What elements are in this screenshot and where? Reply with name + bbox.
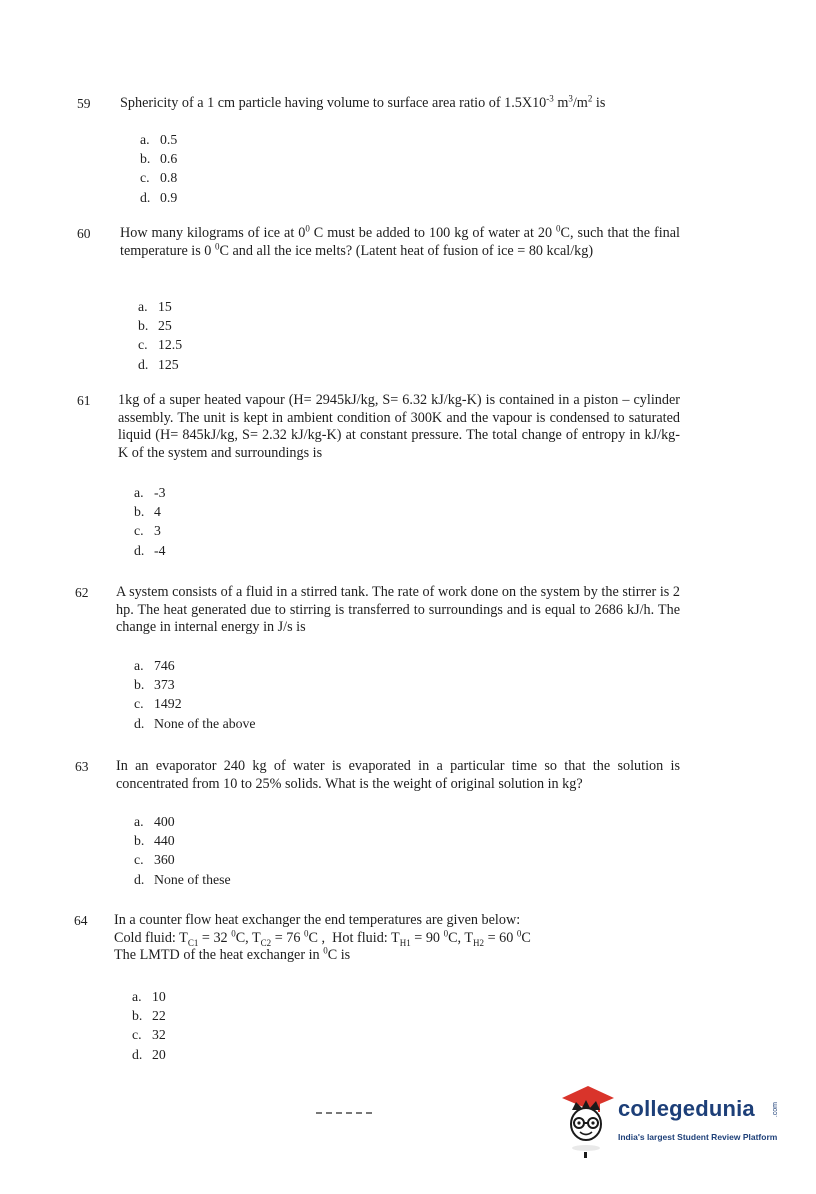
option-d: d. 0.9 xyxy=(140,189,178,205)
option-b: b. 25 xyxy=(138,318,172,334)
question-number: 64 xyxy=(74,913,88,928)
option-c: c. 32 xyxy=(132,1027,166,1043)
option-a: a. 746 xyxy=(134,658,175,673)
option-list xyxy=(134,812,231,889)
question-number: 59 xyxy=(77,96,91,111)
option-d: d. None of the above xyxy=(134,715,256,731)
option-b: b. 440 xyxy=(134,833,175,849)
option-d: d. 125 xyxy=(138,356,179,372)
question-number: 63 xyxy=(75,759,89,774)
mascot-icon xyxy=(558,1082,616,1160)
option-a: a. 400 xyxy=(134,814,175,829)
option-a: a. 15 xyxy=(138,299,172,314)
question-number: 61 xyxy=(77,393,91,408)
brand-name: collegedunia xyxy=(618,1096,755,1121)
option-c: c. 1492 xyxy=(134,696,182,712)
option-list xyxy=(138,297,182,374)
option-b: b. 0.6 xyxy=(140,151,178,167)
option-c: c. 12.5 xyxy=(138,337,183,353)
footer-divider xyxy=(316,1112,372,1116)
option-list xyxy=(132,987,166,1064)
option-d: d. 20 xyxy=(132,1046,166,1062)
question-text: In a counter flow heat exchanger the end temperatures are given below: Cold fluid: $T_{C1} = 32$ $^0$C, $T_{C2} = 76$ $^0$C , Hot fluid: $T_{H1} = 90$ $^0$C, $T_{H2} = 60$ $^0$C The LMTD of the heat exchanger in $^0$C is xyxy=(114,912,531,964)
option-list xyxy=(140,130,177,207)
brand-suffix: .com xyxy=(772,1102,779,1118)
option-c: c. 3 xyxy=(134,523,161,539)
option-list xyxy=(134,656,256,733)
question-text: A system consists of a fluid in a stirred tank. The rate of work done on the system by the stirrer is 2 hp. The heat generated due to stirring is transferred to surroundings and is equal to 2686 kJ/h. The change in internal energy in J/s is xyxy=(116,584,680,636)
option-a: a. 0.5 xyxy=(140,132,178,147)
option-list xyxy=(134,483,166,560)
option-b: b. 373 xyxy=(134,677,175,693)
question-text: How many kilograms of ice at $0^0$ C must be added to 100 kg of water at 20 $^0$C, such that the final temperature is 0 $^0$C and all the ice melts? (Latent heat of fusion of ice = 80 kcal/kg) xyxy=(120,223,681,259)
option-d: d. None of these xyxy=(134,871,231,887)
question-text: 1kg of a super heated vapour (H= 2945kJ/kg, S= 6.32 kJ/kg-K) is contained in a piston – cylinder assembly. The unit is kept in ambient condition of 300K and the vapour is condensed to saturated liquid (H= 845kJ/kg, S= 2.32 kJ/kg-K) at constant pressure. The total change of entropy in kJ/kg-K of the system and surroundings is xyxy=(118,392,680,461)
question-number: 62 xyxy=(75,585,89,600)
option-c: c. 360 xyxy=(134,852,175,868)
option-a: a. -3 xyxy=(134,485,166,500)
question-text: In an evaporator 240 kg of water is evaporated in a particular time so that the solution is concentrated from 10 to 25% solids. What is the weight of original solution in kg? xyxy=(116,758,680,792)
question-text: Sphericity of a 1 cm particle having volume to surface area ratio of $1.5X10^{-3}$ $m^3/m^2$ is xyxy=(120,93,606,111)
option-b: b. 22 xyxy=(132,1008,166,1024)
brand-tagline: India's largest Student Review Platform xyxy=(618,1132,778,1142)
option-b: b. 4 xyxy=(134,504,161,520)
option-c: c. 0.8 xyxy=(140,170,178,186)
question-number: 60 xyxy=(77,226,91,241)
collegedunia-logo xyxy=(558,1082,788,1162)
option-d: d. -4 xyxy=(134,542,166,558)
option-a: a. 10 xyxy=(132,989,166,1004)
